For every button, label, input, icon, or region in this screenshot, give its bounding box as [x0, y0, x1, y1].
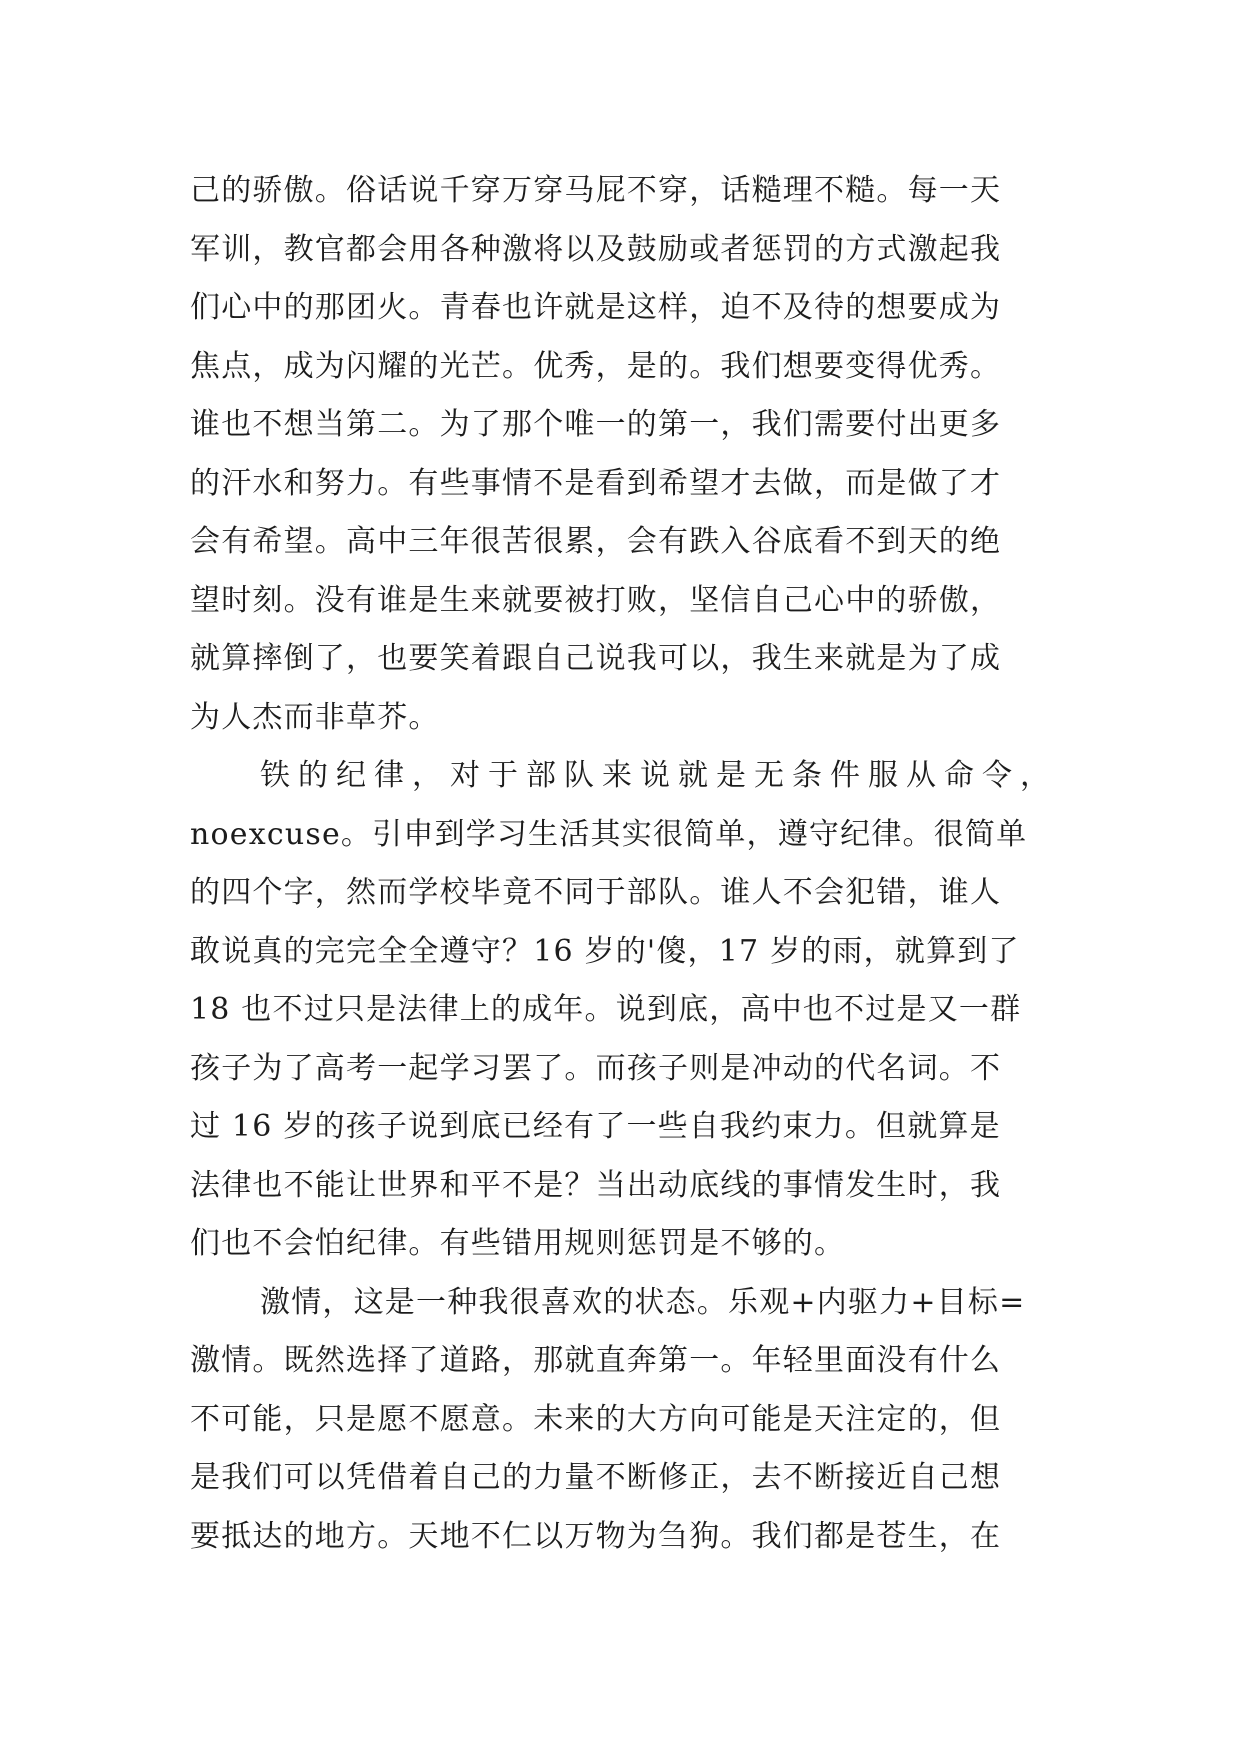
text-line: 军训，教官都会用各种激将以及鼓励或者惩罚的方式激起我	[190, 231, 1002, 267]
text-line: 要抵达的地方。天地不仁以万物为刍狗。我们都是苍生，在	[190, 1518, 1002, 1554]
text-line: 就算摔倒了，也要笑着跟自己说我可以，我生来就是为了成	[190, 641, 1002, 676]
text-line: 是我们可以凭借着自己的力量不断修正，去不断接近自己想	[190, 1460, 1002, 1495]
text-line: 的四个字，然而学校毕竟不同于部队。谁人不会犯错，谁人	[190, 875, 1002, 910]
text-line: 敢说真的完完全全遵守？16 岁的'傻，17 岁的雨，就算到了	[190, 933, 1020, 969]
text-line: 的汗水和努力。有些事情不是看到希望才去做，而是做了才	[190, 465, 1002, 501]
text-line: 望时刻。没有谁是生来就要被打败，坚信自己心中的骄傲，	[190, 582, 1002, 618]
text-line: noexcuse。引申到学习生活其实很简单，遵守纪律。很简单	[190, 816, 1028, 852]
text-line: 会有希望。高中三年很苦很累，会有跌入谷底看不到天的绝	[190, 524, 1002, 559]
text-line: 法律也不能让世界和平不是？当出动底线的事情发生时，我	[190, 1167, 1002, 1203]
text-line: 们心中的那团火。青春也许就是这样，迫不及待的想要成为	[190, 290, 1002, 325]
text-line: 焦点，成为闪耀的光芒。优秀，是的。我们想要变得优秀。	[190, 348, 1002, 384]
text-line: 孩子为了高考一起学习罢了。而孩子则是冲动的代名词。不	[190, 1050, 1002, 1086]
body-text	[190, 162, 1070, 1566]
text-line: 过 16 岁的孩子说到底已经有了一些自我约束力。但就算是	[190, 1109, 1001, 1144]
paragraph-first-line: 激情，这是一种我很喜欢的状态。乐观+内驱力+目标=	[260, 1284, 1026, 1320]
text-line: 激情。既然选择了道路，那就直奔第一。年轻里面没有什么	[190, 1343, 1002, 1378]
text-line: 谁也不想当第二。为了那个唯一的第一，我们需要付出更多	[190, 407, 1002, 442]
text-line: 不可能，只是愿不愿意。未来的大方向可能是天注定的，但	[190, 1401, 1002, 1437]
text-line: 18 也不过只是法律上的成年。说到底，高中也不过是又一群	[190, 992, 1022, 1027]
paragraph-first-line: 铁的纪律，对于部队来说就是无条件服从命令，	[260, 758, 1058, 793]
text-line: 们也不会怕纪律。有些错用规则惩罚是不够的。	[190, 1226, 846, 1261]
text-line: 己的骄傲。俗话说千穿万穿马屁不穿，话糙理不糙。每一天	[190, 173, 1002, 208]
text-line: 为人杰而非草芥。	[190, 699, 440, 735]
